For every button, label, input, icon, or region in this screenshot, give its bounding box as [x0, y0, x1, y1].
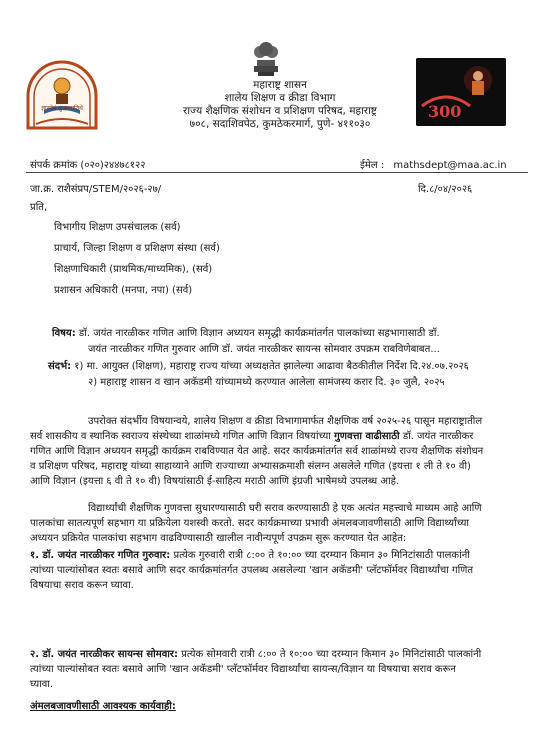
email-address: mathsdept@maa.ac.in	[393, 160, 507, 171]
para2-line: पालकांचा सातत्यपूर्ण सहभाग या प्रक्रियेला यशस्वी करतो. सदर कार्यक्रमाच्या प्रभावी अंमलबजावणीसाठी आणि विद्यार्थ्यांच्या	[30, 518, 470, 529]
reference-1: १) मा. आयुक्त (शिक्षण), महाराष्ट्र राज्य यांच्या अध्यक्षतेत झालेल्या आढावा बैठकीतील निर्देश दि.२४.०७.२०२६	[74, 361, 469, 372]
item2-line	[30, 648, 481, 662]
item1-line	[30, 549, 470, 563]
header-divider	[26, 172, 528, 173]
para2-line: विद्यार्थ्यांची शैक्षणिक गुणवत्ता सुधारण्यासाठी घरी सराव करण्यासाठी हे एक अत्यंत महत्त्वाचे माध्यम आहे आणि	[88, 503, 482, 514]
email-label: ईमेल :	[360, 160, 385, 171]
subject-line	[52, 325, 440, 339]
reference-line	[48, 358, 469, 372]
reference-number: जा.क्र. राशैसंप्रप/STEM/२०२६-२७/	[30, 184, 162, 195]
item1-line: त्यांच्या पाल्यांसोबत स्वतः बसावे आणि सदर कार्यक्रमांतर्गत उपलब्ध असलेल्या 'खान अकॅडमी' प्लॅटफॉर्मवर विद्यार्थ्यांचा गणित	[30, 565, 474, 576]
reference-2: २) महाराष्ट्र शासन व खान अकॅडमी यांच्यामध्ये करण्यात आलेला सामंजस्य करार दि. ३० जुलै, २०२५	[88, 377, 445, 388]
department-name: शालेय शिक्षण व क्रीडा विभाग	[224, 92, 336, 104]
to-label: प्रति,	[30, 202, 48, 213]
item1-line: विषयाचा सराव करून घ्यावा.	[30, 580, 134, 591]
government-name: महाराष्ट्र शासन	[253, 79, 307, 91]
para1-text: सर्व शासकीय व स्थानिक स्वराज्य संस्थेच्या शाळांमध्ये गणित आणि विज्ञान विषयांच्या	[30, 431, 331, 442]
quality-emphasis: गुणवत्ता वाढीसाठी	[334, 431, 400, 442]
item1-title: १. डॉ. जयंत नारळीकर गणित गुरुवार:	[30, 550, 171, 561]
para2-line: अध्ययन प्रक्रियेत पालकांचा सहभाग वाढविण्यासाठी खालील नावीन्यपूर्ण उपक्रम सुरू करण्यात येत आहेत:	[30, 533, 407, 544]
scert-logo	[22, 58, 102, 132]
item2-text: प्रत्येक सोमवारी रात्री ८:०० ते १०:०० च्या दरम्यान किमान ३० मिनिटांसाठी पालकांनी	[181, 649, 482, 660]
subject-label: विषय:	[52, 328, 76, 339]
para1-line: व प्रशिक्षण परिषद, महाराष्ट्र यांच्या साहाय्याने आणि राज्याच्या अभ्यासक्रमाशी संलग्न असलेले गणित (इयत्ता १ ली ते १० वी)	[30, 461, 471, 472]
letter-date: दि.८/०४/२०२६	[418, 184, 473, 195]
office-address: ७०८, सदाशिवपेठ, कुमठेकरमार्ग, पुणे- ४११०३०	[189, 118, 371, 130]
para1-line: गणित आणि विज्ञान अध्ययन समृद्धी कार्यक्रम राबविण्यात येत आहे. सदर कार्यक्रमांतर्गत सर्व शाळांमध्ये राज्य शैक्षणिक संशोधन	[30, 446, 484, 457]
reference-label: संदर्भ:	[48, 361, 72, 372]
item2-line: त्यांच्या पाल्यांसोबत स्वतः बसावे आणि 'खान अकॅडमी' प्लॅटफॉर्मवर विद्यार्थ्यांचा सायन्स/विज्ञान या विषयाचा सराव करून	[30, 664, 456, 675]
para1-line: उपरोक्त संदर्भीय विषयान्वये, शालेय शिक्षण व क्रीडा विभागामार्फत शैक्षणिक वर्ष २०२५-२६ पासून महाराष्ट्रातील	[88, 416, 483, 427]
contact-number: संपर्क क्रमांक (०२०)२४४७८१२२	[30, 160, 146, 171]
recipient-item: विभागीय शिक्षण उपसंचालक (सर्व)	[54, 222, 181, 233]
subject-text-1: डॉ. जयंत नारळीकर गणित आणि विज्ञान अध्ययन समृद्धी कार्यक्रमांतर्गत पालकांच्या सहभागासाठी डॉ.	[78, 328, 440, 339]
item1-text: प्रत्येक गुरुवारी रात्री ८:०० ते १०:०० च्या दरम्यान किमान ३० मिनिटांसाठी पालकांनी	[173, 550, 470, 561]
item2-title: २. डॉ. जयंत नारळीकर सायन्स सोमवार:	[30, 649, 178, 660]
subject-text-2: जयंत नारळीकर गणित गुरुवार आणि डॉ. जयंत नारळीकर सायन्स सोमवार उपक्रम राबविणेबाबत...	[88, 344, 440, 355]
para1-text: डॉ. जयंत नारळीकर	[402, 431, 474, 442]
logo-motto: ज्ञानदेयं तु ज्ञानातिथे	[41, 105, 83, 112]
email-block	[360, 157, 507, 171]
item2-line: घ्यावा.	[30, 679, 54, 690]
recipient-item: प्राचार्य, जिल्हा शिक्षण व प्रशिक्षण संस्था (सर्व)	[54, 243, 220, 254]
recipient-item: प्रशासन अधिकारी (मनपा, नपा) (सर्व)	[54, 285, 193, 296]
logo-number: 300	[428, 102, 462, 121]
national-emblem-icon	[249, 36, 283, 78]
action-heading: अंमलबजावणीसाठी आवश्यक कार्यवाही:	[30, 701, 176, 712]
council-name: राज्य शैक्षणिक संशोधन व प्रशिक्षण परिषद, महाराष्ट्र	[183, 105, 377, 117]
recipient-item: शिक्षणाधिकारी (प्राथमिक/माध्यमिक), (सर्व)	[54, 264, 213, 275]
para1-line	[30, 430, 473, 444]
para1-line: आणि विज्ञान (इयत्ता ६ वी ते १० वी) विषयांसाठी ई-साहित्य मराठी आणि इंग्रजी भाषेमध्ये उपलब्ध आहे.	[30, 476, 400, 487]
